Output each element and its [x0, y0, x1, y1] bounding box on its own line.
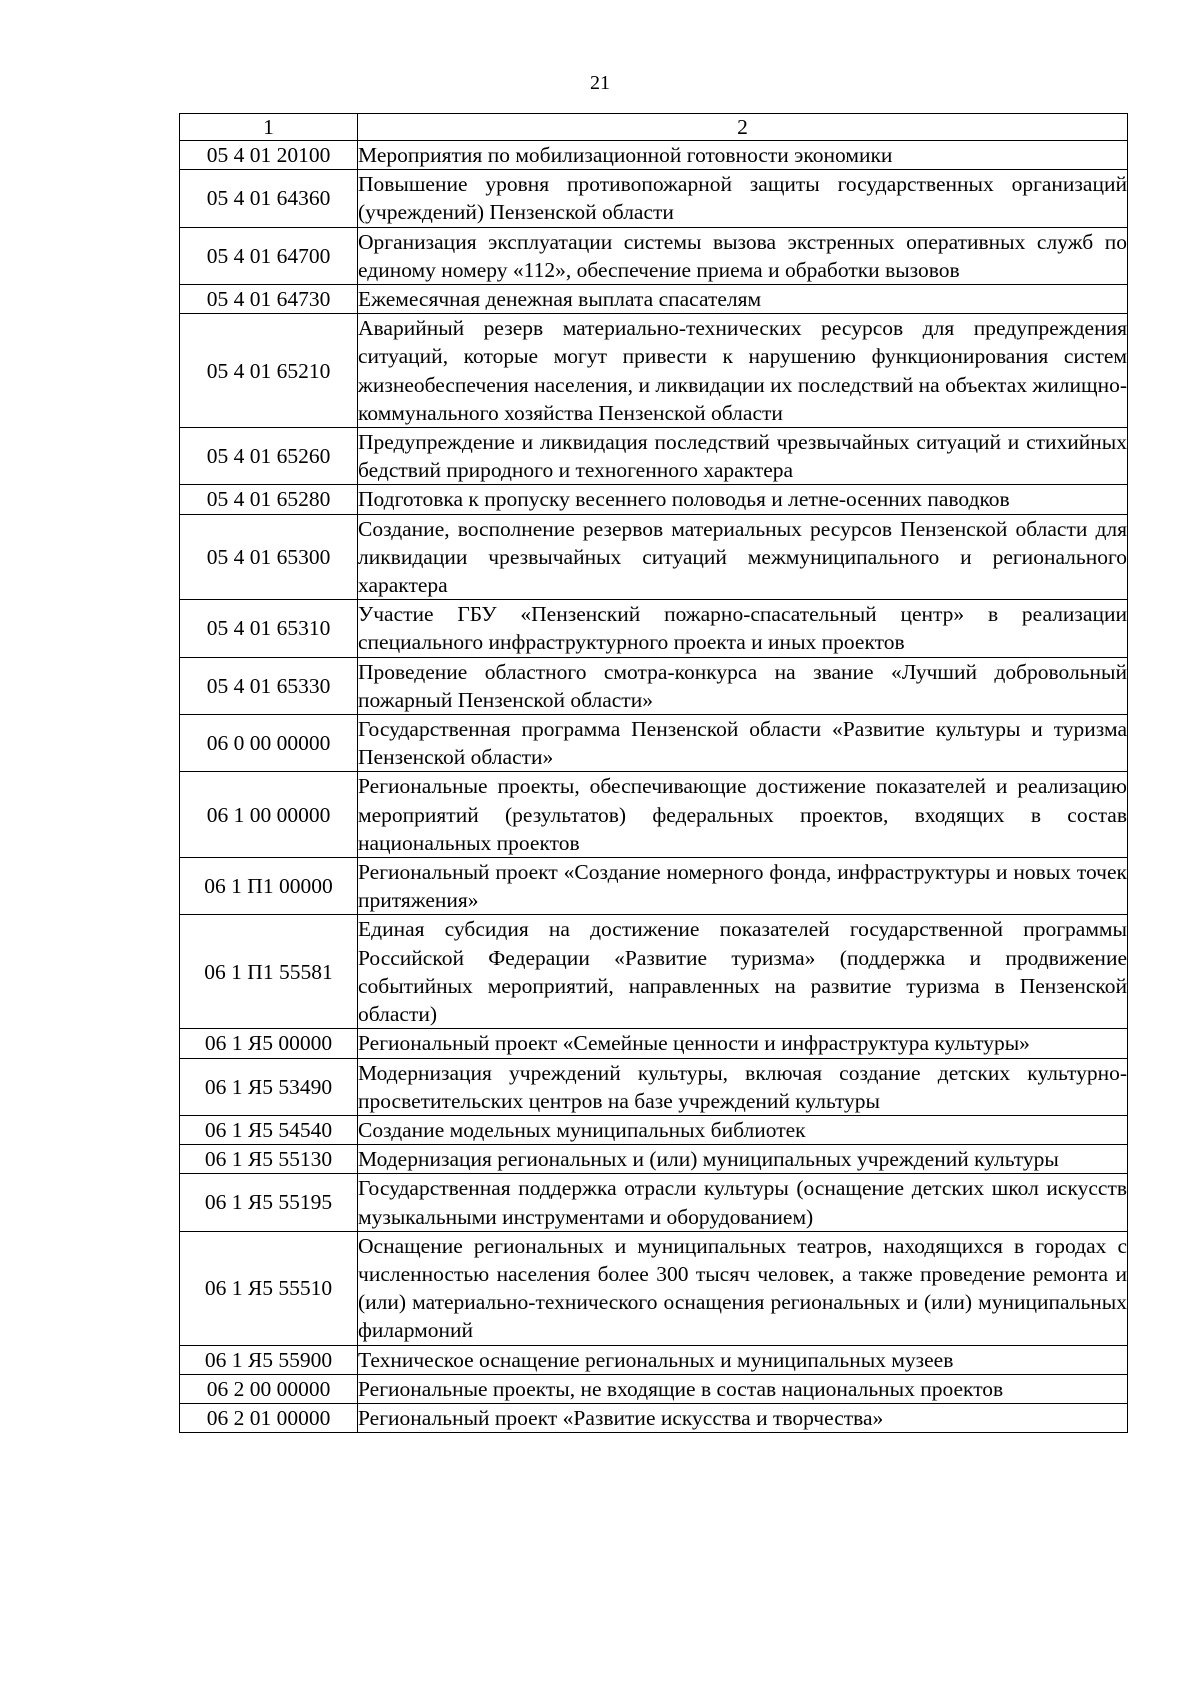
row-description: Региональный проект «Семейные ценности и инфраструктура культуры»	[358, 1029, 1128, 1058]
row-description: Организация эксплуатации системы вызова экстренных оперативных служб по единому номеру «112», обеспечение приема и обработки вызовов	[358, 227, 1128, 284]
table-row	[180, 772, 1128, 858]
row-description: Подготовка к пропуску весеннего половодья и летне-осенних паводков	[358, 485, 1128, 514]
table-row	[180, 1145, 1128, 1174]
table-row	[180, 1403, 1128, 1432]
row-code: 06 1 Я5 54540	[180, 1115, 358, 1144]
row-description: Региональные проекты, не входящие в состав национальных проектов	[358, 1374, 1128, 1403]
row-code: 05 4 01 65210	[180, 314, 358, 428]
table-row	[180, 1058, 1128, 1115]
row-code: 06 1 Я5 55510	[180, 1231, 358, 1345]
row-description: Модернизация учреждений культуры, включая создание детских культурно-просветительских центров на базе учреждений культуры	[358, 1058, 1128, 1115]
table-row	[180, 600, 1128, 657]
row-description: Модернизация региональных и (или) муниципальных учреждений культуры	[358, 1145, 1128, 1174]
row-description: Государственная поддержка отрасли культуры (оснащение детских школ искусств музыкальными инструментами и оборудованием)	[358, 1174, 1128, 1231]
row-code: 06 0 00 00000	[180, 715, 358, 772]
row-description: Оснащение региональных и муниципальных театров, находящихся в городах с численностью населения более 300 тысяч человек, а также проведение ремонта и (или) материально-технического оснащения региональных и (или) муниципальных филармоний	[358, 1231, 1128, 1345]
row-code: 05 4 01 20100	[180, 141, 358, 170]
table-row	[180, 1374, 1128, 1403]
row-code: 05 4 01 65280	[180, 485, 358, 514]
table-row	[180, 1345, 1128, 1374]
row-description: Мероприятия по мобилизационной готовности экономики	[358, 141, 1128, 170]
row-description: Создание, восполнение резервов материальных ресурсов Пензенской области для ликвидации чрезвычайных ситуаций межмуниципального и регионального характера	[358, 514, 1128, 600]
table-row	[180, 715, 1128, 772]
table-row	[180, 858, 1128, 915]
row-code: 05 4 01 64700	[180, 227, 358, 284]
column-header-description: 2	[358, 114, 1128, 141]
table-row	[180, 141, 1128, 170]
row-code: 05 4 01 65330	[180, 657, 358, 714]
row-code: 05 4 01 65310	[180, 600, 358, 657]
page-number: 21	[590, 72, 610, 94]
row-description: Повышение уровня противопожарной защиты государственных организаций (учреждений) Пензенской области	[358, 170, 1128, 227]
table-row	[180, 485, 1128, 514]
row-code: 06 1 Я5 00000	[180, 1029, 358, 1058]
row-code: 06 1 00 00000	[180, 772, 358, 858]
row-description: Единая субсидия на достижение показателей государственной программы Российской Федерации «Развитие туризма» (поддержка и продвижение событийных мероприятий, направленных на развитие туризма в Пензенской области)	[358, 915, 1128, 1029]
table-row	[180, 1029, 1128, 1058]
row-code: 06 1 Я5 55195	[180, 1174, 358, 1231]
row-description: Создание модельных муниципальных библиотек	[358, 1115, 1128, 1144]
row-description: Ежемесячная денежная выплата спасателям	[358, 285, 1128, 314]
table-row	[180, 428, 1128, 485]
table-header-row	[180, 114, 1128, 141]
row-description: Предупреждение и ликвидация последствий чрезвычайных ситуаций и стихийных бедствий природного и техногенного характера	[358, 428, 1128, 485]
classification-table	[179, 113, 1128, 1433]
table-row	[180, 170, 1128, 227]
row-code: 06 1 Я5 55900	[180, 1345, 358, 1374]
table-row	[180, 514, 1128, 600]
row-code: 05 4 01 65260	[180, 428, 358, 485]
row-description: Региональный проект «Развитие искусства и творчества»	[358, 1403, 1128, 1432]
row-description: Аварийный резерв материально-технических ресурсов для предупреждения ситуаций, которые могут привести к нарушению функционирования систем жизнеобеспечения населения, и ликвидации их последствий на объектах жилищно-коммунального хозяйства Пензенской области	[358, 314, 1128, 428]
table-row	[180, 1174, 1128, 1231]
row-code: 06 1 Я5 53490	[180, 1058, 358, 1115]
table-row	[180, 657, 1128, 714]
row-description: Региональный проект «Создание номерного фонда, инфраструктуры и новых точек притяжения»	[358, 858, 1128, 915]
table-row	[180, 1115, 1128, 1144]
table-row	[180, 915, 1128, 1029]
row-description: Региональные проекты, обеспечивающие достижение показателей и реализацию мероприятий (результатов) федеральных проектов, входящих в состав национальных проектов	[358, 772, 1128, 858]
row-description: Государственная программа Пензенской области «Развитие культуры и туризма Пензенской области»	[358, 715, 1128, 772]
row-description: Техническое оснащение региональных и муниципальных музеев	[358, 1345, 1128, 1374]
row-code: 06 1 П1 00000	[180, 858, 358, 915]
row-code: 06 1 П1 55581	[180, 915, 358, 1029]
table-row	[180, 227, 1128, 284]
row-code: 06 1 Я5 55130	[180, 1145, 358, 1174]
row-description: Участие ГБУ «Пензенский пожарно-спасательный центр» в реализации специального инфраструктурного проекта и иных проектов	[358, 600, 1128, 657]
table-row	[180, 314, 1128, 428]
table-row	[180, 285, 1128, 314]
row-code: 05 4 01 64360	[180, 170, 358, 227]
row-description: Проведение областного смотра-конкурса на звание «Лучший добровольный пожарный Пензенской области»	[358, 657, 1128, 714]
row-code: 05 4 01 64730	[180, 285, 358, 314]
row-code: 06 2 00 00000	[180, 1374, 358, 1403]
row-code: 05 4 01 65300	[180, 514, 358, 600]
column-header-code: 1	[180, 114, 358, 141]
row-code: 06 2 01 00000	[180, 1403, 358, 1432]
table-row	[180, 1231, 1128, 1345]
